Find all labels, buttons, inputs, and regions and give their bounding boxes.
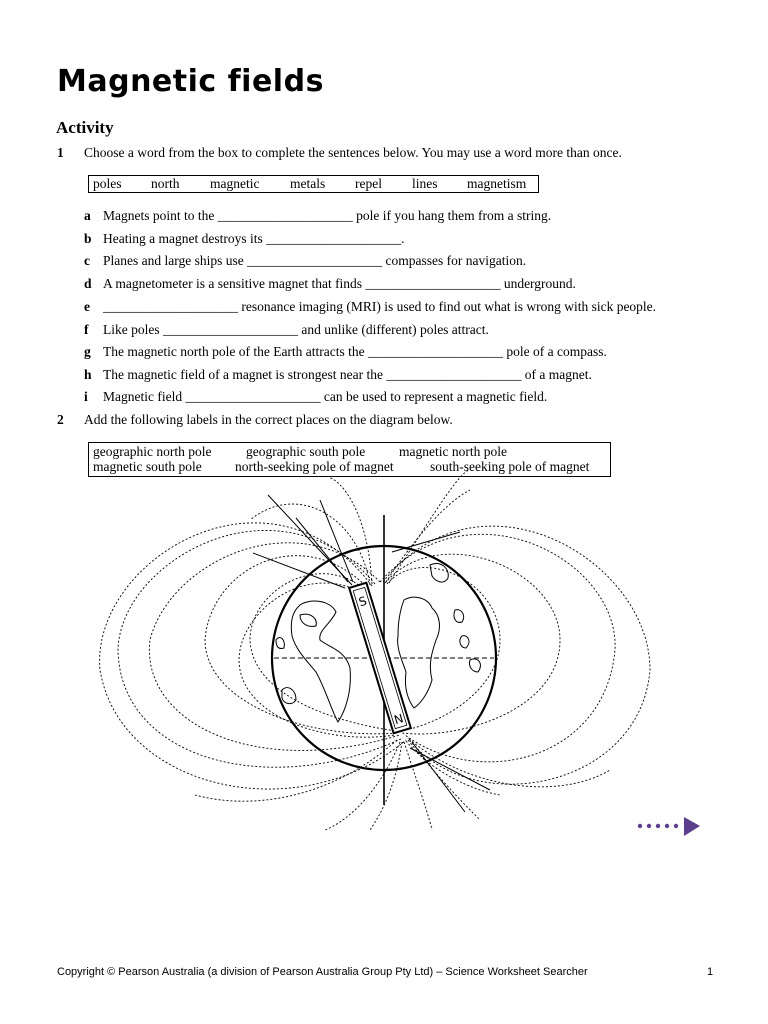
- word-box-item: poles: [93, 176, 122, 191]
- footer-page-number: 1: [707, 966, 714, 978]
- item-text: A magnetometer is a sensitive magnet that finds ____________________ underground.: [103, 276, 576, 291]
- island: [300, 614, 316, 626]
- island: [469, 659, 480, 672]
- item-letter: a: [84, 208, 91, 223]
- label-box-item: magnetic south pole: [93, 459, 202, 474]
- field-line: [406, 741, 500, 795]
- item-text: Magnetic field ____________________ can be used to represent a magnetic field.: [103, 389, 548, 404]
- item-text: Planes and large ships use ____________________ compasses for navigation.: [103, 253, 527, 268]
- word-box-item: lines: [412, 176, 438, 191]
- item-letter: d: [84, 276, 92, 291]
- item-letter: e: [84, 299, 90, 314]
- label-box-item: geographic south pole: [246, 444, 366, 459]
- island: [282, 688, 296, 704]
- field-line: [389, 470, 470, 583]
- item-text: The magnetic field of a magnet is strongest near the ____________________ of a magnet.: [103, 367, 592, 382]
- continent-africa: [398, 597, 440, 708]
- label-box-item: magnetic north pole: [399, 444, 507, 459]
- item-text: The magnetic north pole of the Earth attracts the ____________________ pole of a compass.: [103, 344, 607, 359]
- field-line: [195, 740, 397, 801]
- question-1-number: 1: [57, 145, 64, 160]
- word-box-item: magnetism: [467, 176, 527, 191]
- magnet-s-label: S: [357, 593, 369, 610]
- field-line: [149, 543, 400, 751]
- field-line: [118, 530, 406, 767]
- label-box-item: north-seeking pole of magnet: [235, 459, 394, 474]
- island: [276, 638, 284, 649]
- word-box-item: metals: [290, 176, 326, 191]
- footer-copyright: Copyright © Pearson Australia (a division of Pearson Australia Group Pty Ltd) – Science Worksheet Searcher: [57, 966, 588, 978]
- next-page-arrow-icon[interactable]: [638, 817, 700, 836]
- continent-americas: [291, 601, 350, 722]
- item-letter: c: [84, 253, 90, 268]
- field-line: [325, 742, 400, 830]
- field-line: [383, 526, 650, 784]
- question-2-number: 2: [57, 412, 64, 427]
- island: [460, 636, 469, 648]
- continent-europe: [430, 563, 448, 582]
- item-text: Magnets point to the ____________________ pole if you hang them from a string.: [103, 208, 552, 223]
- item-text: Heating a magnet destroys its ____________________.: [103, 231, 405, 246]
- magnet-n-label: N: [392, 711, 406, 728]
- section-heading: Activity: [56, 118, 114, 137]
- question-1-text: Choose a word from the box to complete the sentences below. You may use a word more than once.: [84, 145, 622, 160]
- item-letter: b: [84, 231, 92, 246]
- word-box-item: repel: [355, 176, 382, 191]
- field-line: [404, 742, 432, 830]
- label-box-item: geographic north pole: [93, 444, 212, 459]
- word-box-item: north: [151, 176, 180, 191]
- item-text: ____________________ resonance imaging (MRI) is used to find out what is wrong with sick people.: [103, 299, 657, 314]
- page-title: Magnetic fields: [57, 64, 324, 99]
- island: [454, 610, 464, 623]
- field-line: [370, 742, 402, 830]
- item-letter: h: [84, 367, 92, 382]
- question-2-text: Add the following labels in the correct places on the diagram below.: [84, 412, 453, 427]
- label-box-item: south-seeking pole of magnet: [430, 459, 590, 474]
- field-line: [100, 523, 406, 789]
- item-text: Like poles ____________________ and unlike (different) poles attract.: [103, 322, 489, 337]
- word-box-item: magnetic: [210, 176, 260, 191]
- item-letter: f: [84, 322, 89, 337]
- field-line: [385, 554, 560, 734]
- item-letter: g: [84, 344, 91, 359]
- item-letter: i: [84, 389, 88, 404]
